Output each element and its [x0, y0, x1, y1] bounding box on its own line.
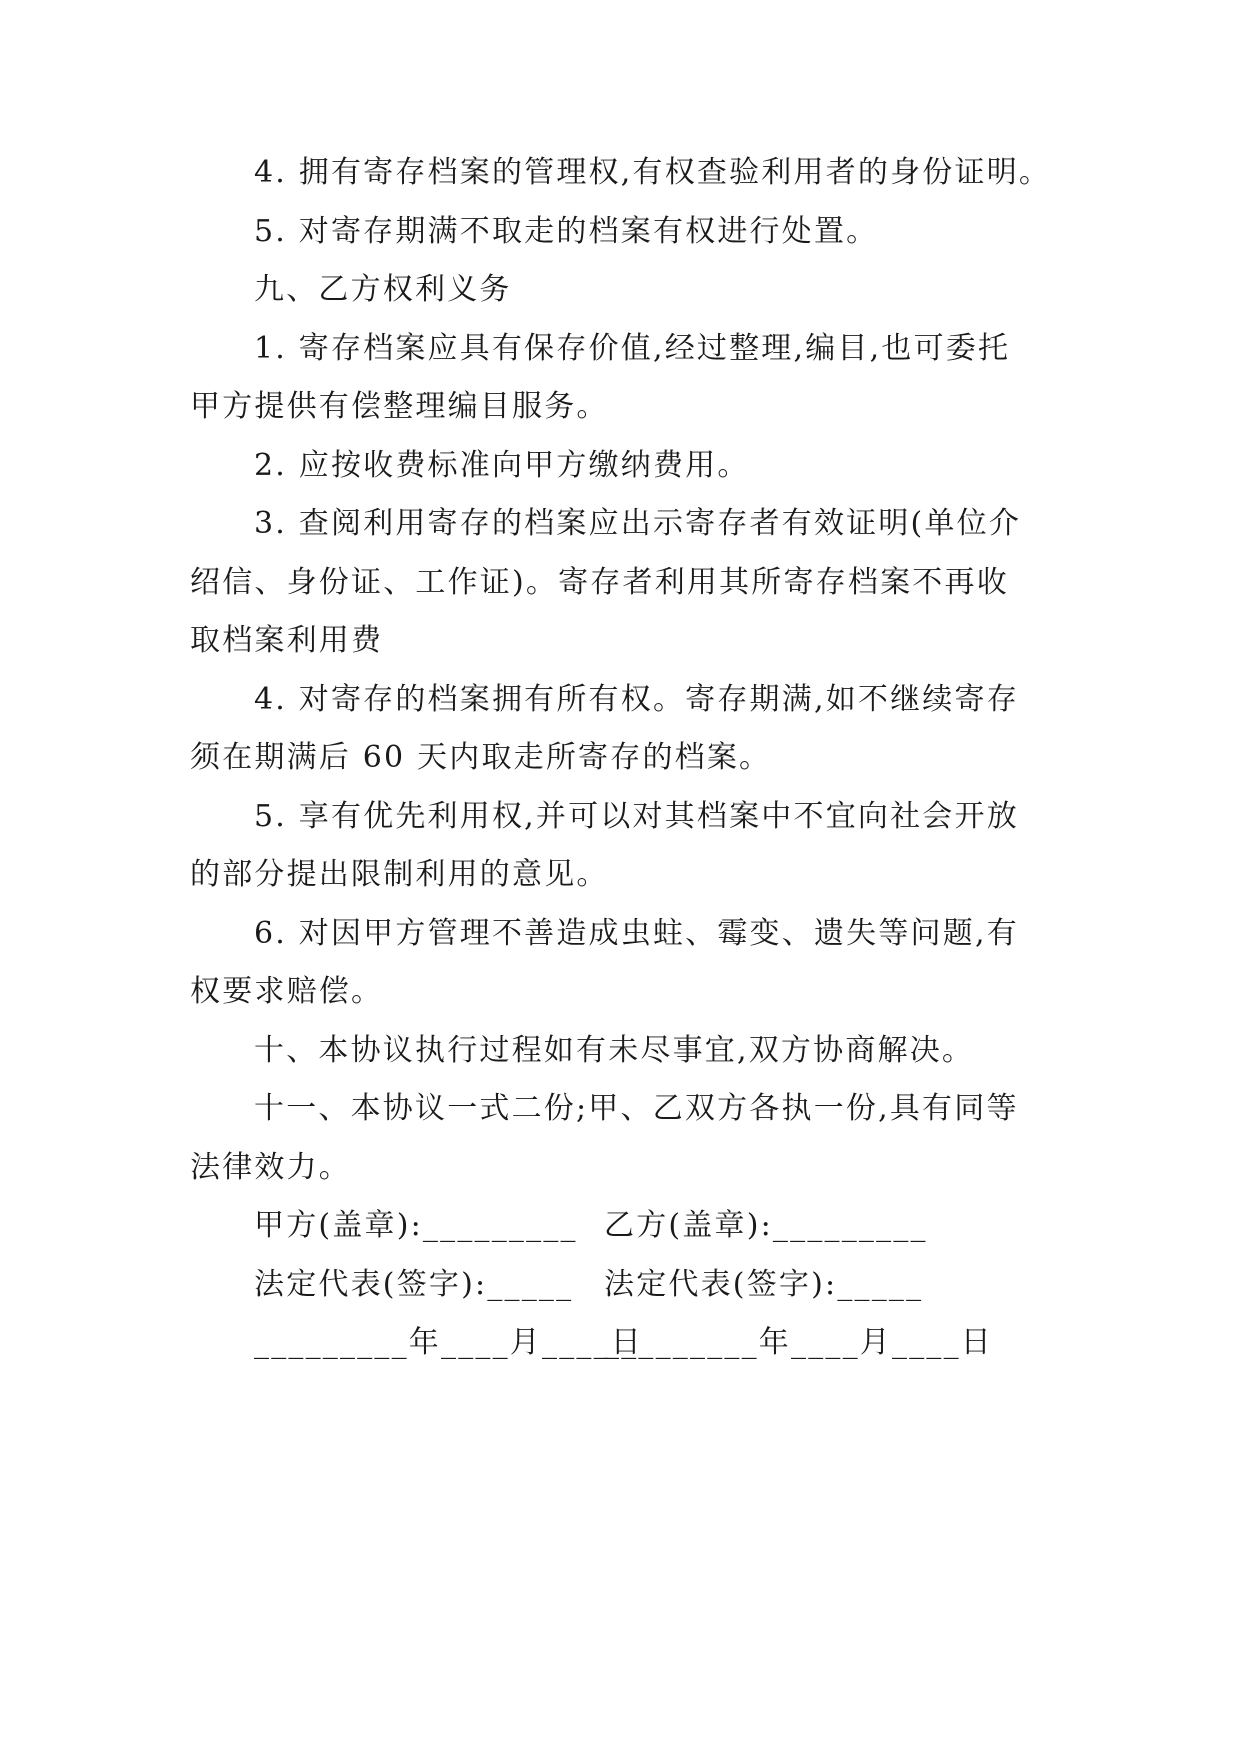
paragraph-line: 5. 对寄存期满不取走的档案有权进行处置。	[254, 213, 879, 249]
party-a-representative: 法定代表(签字):_____	[254, 1266, 574, 1302]
paragraph-line: 5. 享有优先利用权,并可以对其档案中不宜向社会开放	[254, 798, 1019, 834]
paragraph-line: 3. 查阅利用寄存的档案应出示寄存者有效证明(单位介	[254, 506, 1022, 541]
party-b-representative: 法定代表(签字):_____	[604, 1266, 924, 1302]
party-a-seal: 甲方(盖章):_________	[254, 1208, 578, 1243]
paragraph-line: 法律效力。	[190, 1149, 351, 1185]
document-body	[190, 155, 1070, 1387]
party-a-date: _________年____月____日	[254, 1325, 643, 1360]
paragraph-line: 甲方提供有偿整理编目服务。	[190, 389, 609, 424]
party-b-seal: 乙方(盖章):_________	[604, 1208, 928, 1243]
paragraph-line: 十一、本协议一式二份;甲、乙双方各执一份,具有同等	[254, 1091, 1019, 1126]
paragraph-line: 权要求赔偿。	[190, 974, 384, 1009]
party-b-date: _________年____月____日	[604, 1325, 993, 1360]
paragraph-line: 的部分提出限制利用的意见。	[190, 857, 609, 892]
paragraph-line: 4. 对寄存的档案拥有所有权。寄存期满,如不继续寄存	[254, 681, 1019, 717]
paragraph-line: 4. 拥有寄存档案的管理权,有权查验利用者的身份证明。	[254, 155, 1052, 190]
section-heading: 九、乙方权利义务	[254, 272, 512, 307]
paragraph-line: 1. 寄存档案应具有保存价值,经过整理,编目,也可委托	[254, 330, 1011, 366]
paragraph-line: 十、本协议执行过程如有未尽事宜,双方协商解决。	[254, 1032, 975, 1068]
paragraph-line: 须在期满后 60 天内取走所寄存的档案。	[190, 740, 772, 775]
paragraph-line: 2. 应按收费标准向甲方缴纳费用。	[254, 447, 750, 483]
paragraph-line: 取档案利用费	[190, 623, 384, 658]
seal-row	[190, 1208, 1070, 1243]
date-row	[190, 1325, 1070, 1360]
paragraph-line: 绍信、身份证、工作证)。寄存者利用其所寄存档案不再收	[190, 564, 1009, 600]
representative-row	[190, 1266, 1070, 1302]
paragraph-line: 6. 对因甲方管理不善造成虫蛀、霉变、遗失等问题,有	[254, 915, 1019, 951]
